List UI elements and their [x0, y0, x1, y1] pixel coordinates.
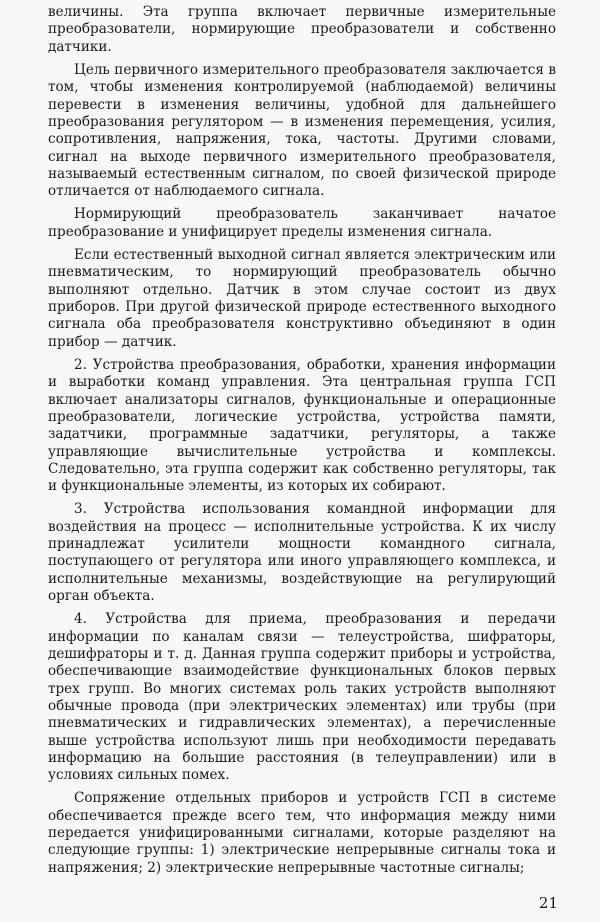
paragraph-group-3: 3. Устройства использования командной информации для воздействия на процесс — исполнительные устройства. К их числу принадлежат усилители мощности командного сигнала, поступающего от регулятора или иного управляющего комплекса, и исполнительные механизмы, воздействующие на регулирующий орган объекта. [48, 501, 556, 604]
paragraph-primary-transducer: Цель первичного измерительного преобразователя заключается в том, чтобы изменения контролируемой (наблюдаемой) величины перевести в изменения величины, удобной для дальнейшего преобразования регулятором — в изменения перемещения, усилия, сопротивления, напряжения, тока, частоты. Другими словами, сигнал на выходе первичного измерительного преобразователя, называемый естественным сигналом, по своей физической природе отличается от наблюдаемого сигнала. [48, 61, 556, 200]
paragraph-group-4: 4. Устройства для приема, преобразования и передачи информации по каналам связи — телеустройства, шифраторы, дешифраторы и т. д. Данная группа содержит приборы и устройства, обеспечивающие взаимодействие функциональных блоков первых трех групп. Во многих системах роль таких устройств выполняют обычные провода (при электрических элементах) или трубы (при пневматических и гидравлических элементах), а перечисленные выше устройства используют лишь при необходимости передавать информацию на большие расстояния (в телеуправлении) или в условиях сильных помех. [48, 611, 556, 784]
paragraph-continuation: величины. Эта группа включает первичные измерительные преобразователи, нормирующие преобразователи и собственно датчики. [48, 4, 556, 55]
body-text [48, 4, 556, 877]
paragraph-normalizing-transducer: Нормирующий преобразователь заканчивает начатое преобразование и унифицирует пределы изменения сигнала. [48, 206, 556, 240]
paragraph-interfacing: Сопряжение отдельных приборов и устройств ГСП в системе обеспечивается прежде всего тем, что информация между ними передается унифицированными сигналами, которые разделяют на следующие группы: 1) электрические непрерывные сигналы тока и напряжения; 2) электрические непрерывные частотные сигналы; [48, 790, 556, 876]
paragraph-sensor: Если естественный выходной сигнал является электрическим или пневматическим, то нормирующий преобразователь обычно выполняют отдельно. Датчик в этом случае состоит из двух приборов. При другой физической природе естественного выходного сигнала оба преобразователя конструктивно объединяют в один прибор — датчик. [48, 247, 556, 350]
page-number: 21 [538, 894, 558, 912]
paragraph-group-2: 2. Устройства преобразования, обработки, хранения информации и выработки команд управления. Эта центральная группа ГСП включает анализаторы сигналов, функциональные и операционные преобразователи, логические устройства, устройства памяти, задатчики, программные задатчики, регуляторы, а также управляющие вычислительные устройства и комплексы. Следовательно, эта группа содержит как собственно регуляторы, так и функциональные элементы, из которых их собирают. [48, 356, 556, 495]
